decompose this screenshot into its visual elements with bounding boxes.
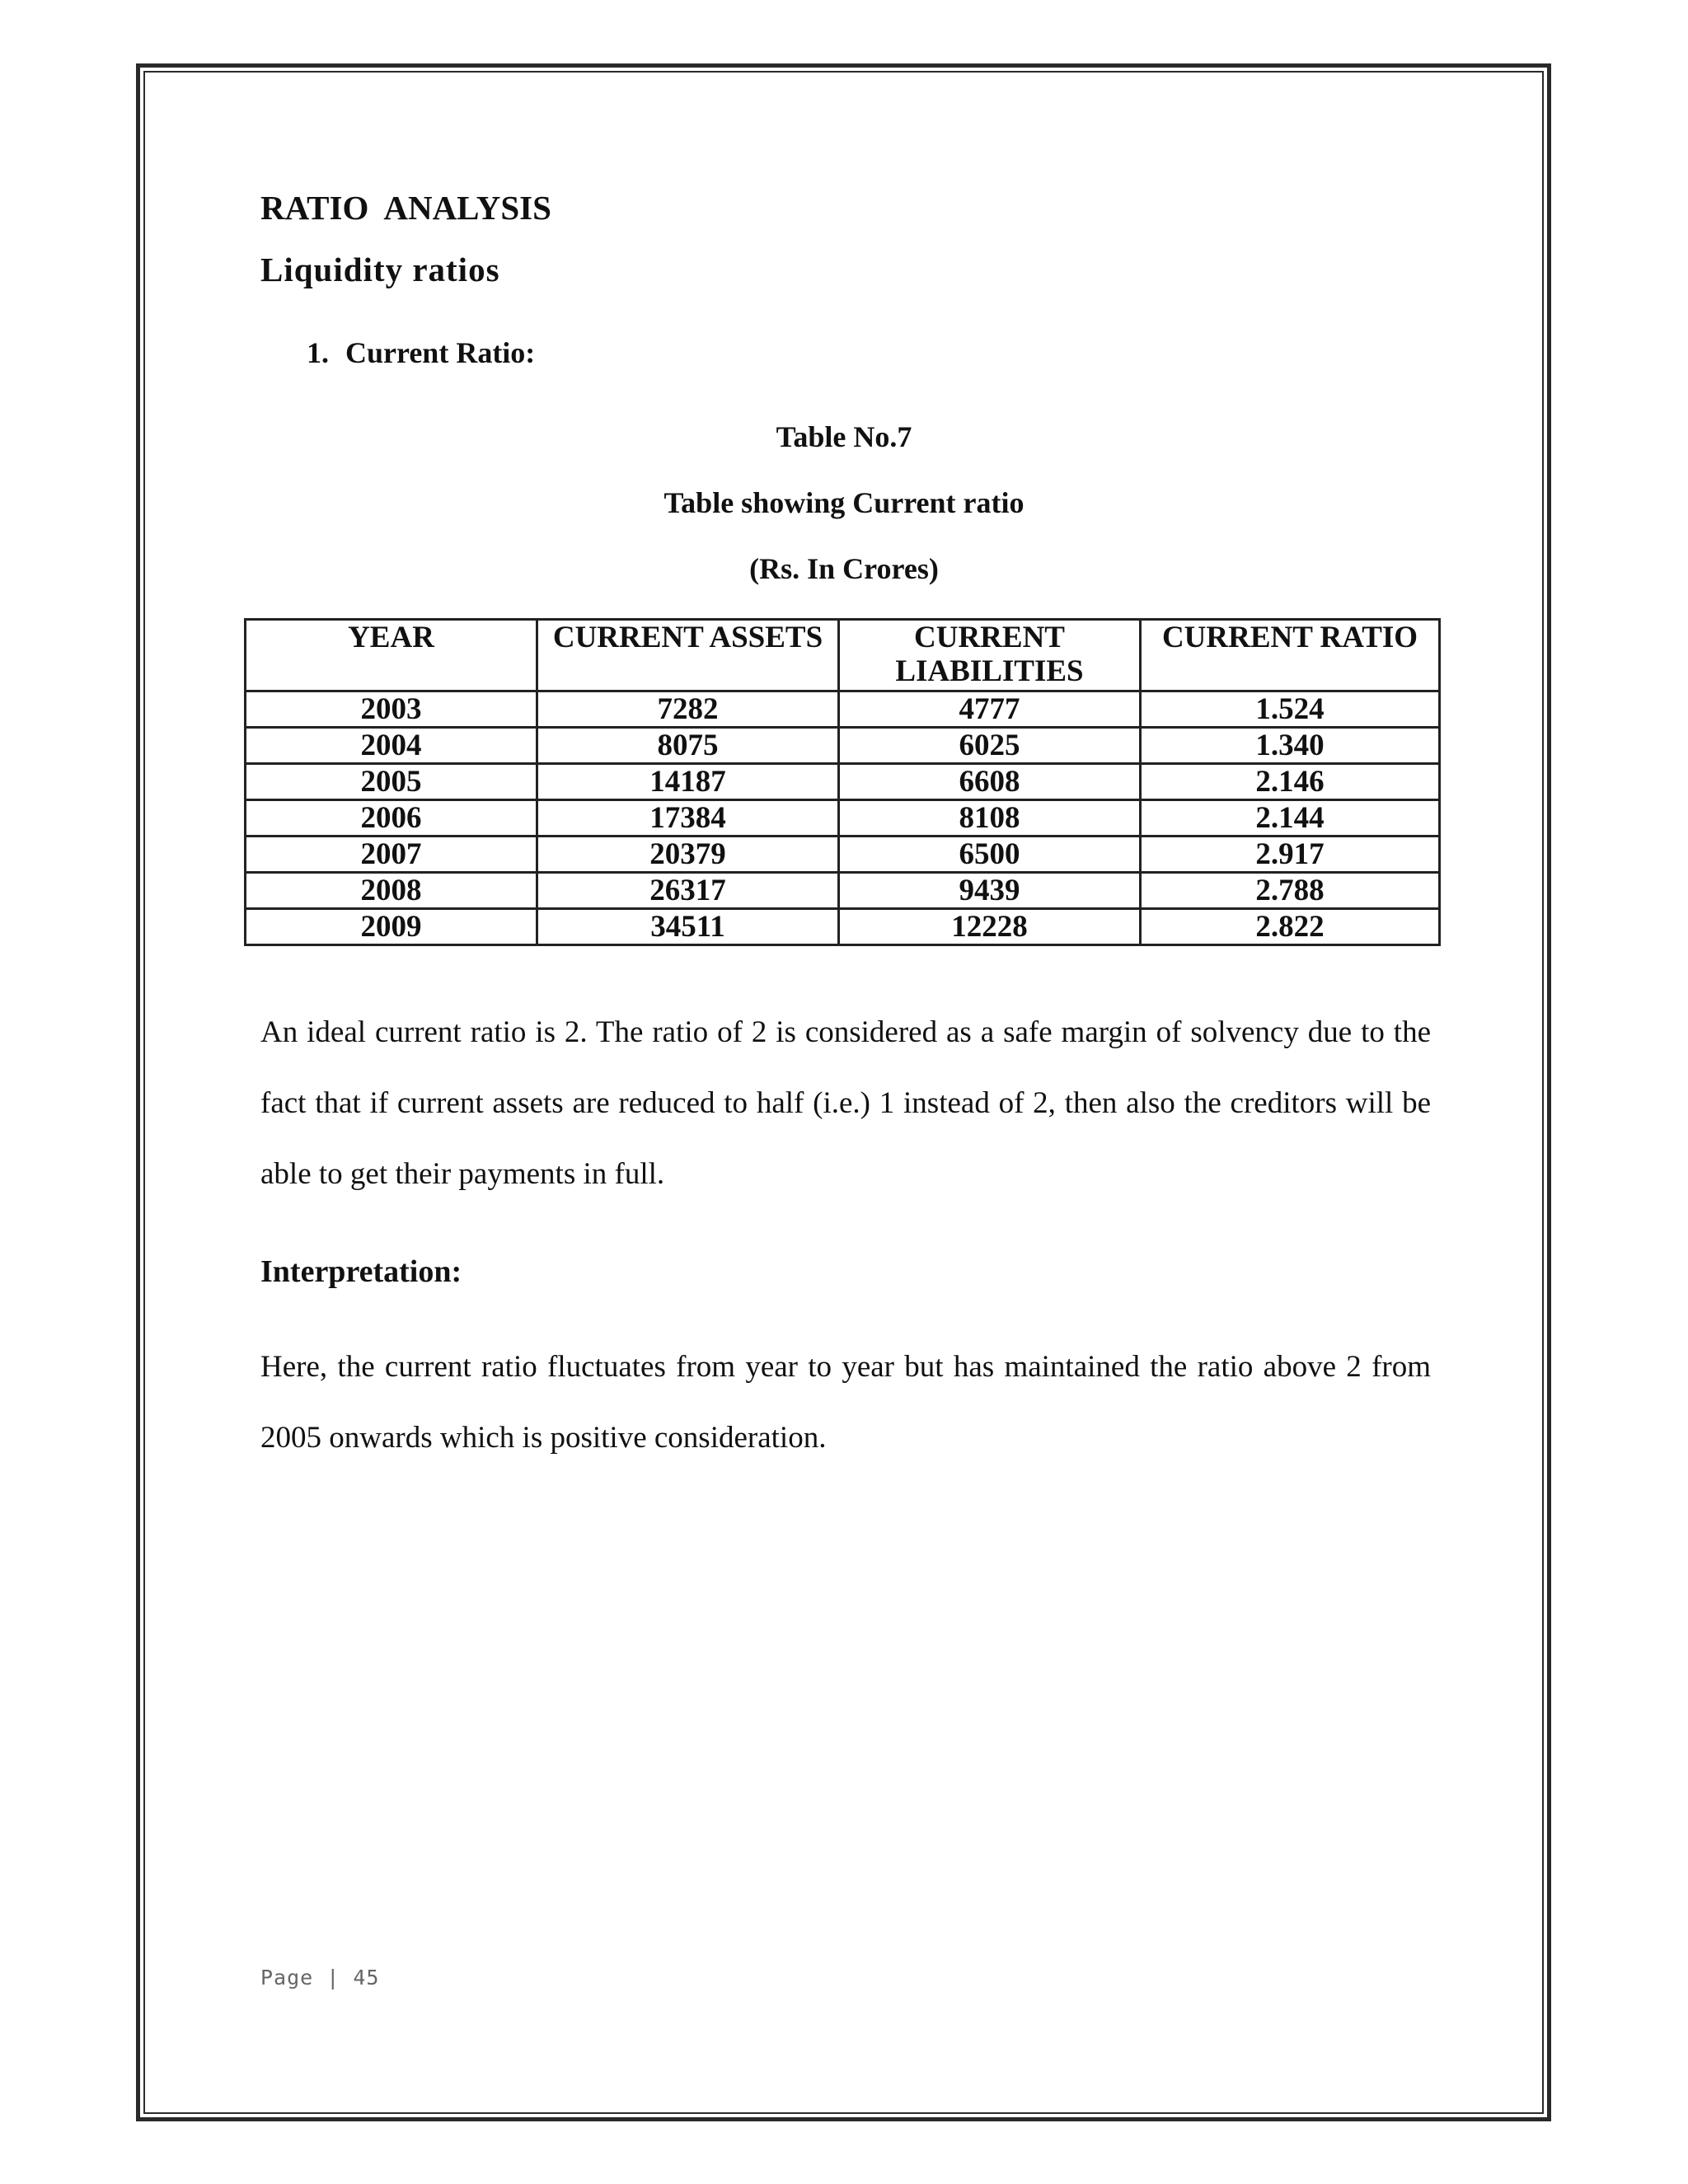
table-number: Table No.7 — [776, 420, 912, 453]
cell-current-ratio: 2.144 — [1141, 800, 1440, 837]
subsection-title: Current Ratio: — [345, 336, 536, 369]
table-row — [246, 837, 1440, 873]
cell-current-liabilities: 6500 — [839, 837, 1141, 873]
table-caption: Table showing Current ratio — [663, 486, 1025, 519]
cell-year: 2003 — [246, 691, 537, 728]
cell-current-assets: 8075 — [537, 728, 839, 764]
cell-current-ratio: 2.822 — [1141, 909, 1440, 945]
cell-current-liabilities: 4777 — [839, 691, 1141, 728]
cell-year: 2005 — [246, 764, 537, 800]
interpretation-heading: Interpretation: — [260, 1254, 462, 1289]
table-header-row — [246, 620, 1440, 691]
page-number: Page | 45 — [260, 1966, 380, 1990]
cell-current-liabilities: 6025 — [839, 728, 1141, 764]
column-header-current-ratio: CURRENT RATIO — [1141, 620, 1440, 691]
cell-current-liabilities: 6608 — [839, 764, 1141, 800]
subsection-heading — [307, 335, 535, 370]
cell-current-ratio: 2.788 — [1141, 873, 1440, 909]
column-header-current-liabilities: CURRENT LIABILITIES — [839, 620, 1141, 691]
cell-current-assets: 14187 — [537, 764, 839, 800]
cell-current-liabilities: 8108 — [839, 800, 1141, 837]
cell-current-assets: 20379 — [537, 837, 839, 873]
table-row — [246, 909, 1440, 945]
table-unit: (Rs. In Crores) — [749, 552, 939, 585]
cell-year: 2008 — [246, 873, 537, 909]
interpretation-paragraph: Here, the current ratio fluctuates from year to year but has maintained the ratio above 2 from 2005 onwards which is positive consideration. — [260, 1350, 1431, 1455]
cell-current-assets: 7282 — [537, 691, 839, 728]
current-ratio-table — [244, 618, 1441, 946]
cell-current-ratio: 2.917 — [1141, 837, 1440, 873]
cell-current-liabilities: 12228 — [839, 909, 1141, 945]
cell-current-assets: 34511 — [537, 909, 839, 945]
cell-current-ratio: 1.340 — [1141, 728, 1440, 764]
page-title: RATIO ANALYSIS — [260, 189, 551, 227]
cell-current-ratio: 1.524 — [1141, 691, 1440, 728]
table-row — [246, 691, 1440, 728]
section-heading: Liquidity ratios — [260, 251, 500, 288]
table-row — [246, 728, 1440, 764]
cell-year: 2004 — [246, 728, 537, 764]
cell-current-assets: 26317 — [537, 873, 839, 909]
column-header-year: YEAR — [246, 620, 537, 691]
table-row — [246, 764, 1440, 800]
table-row — [246, 800, 1440, 837]
cell-current-ratio: 2.146 — [1141, 764, 1440, 800]
table-row — [246, 873, 1440, 909]
cell-year: 2007 — [246, 837, 537, 873]
cell-year: 2006 — [246, 800, 537, 837]
cell-year: 2009 — [246, 909, 537, 945]
subsection-number: 1. — [307, 336, 329, 369]
explanation-paragraph: An ideal current ratio is 2. The ratio of 2 is considered as a safe margin of solvency due to the fact that if current assets are reduced to half (i.e.) 1 instead of 2, then also the creditors will be able to get their payments in full. — [260, 1015, 1431, 1191]
cell-current-assets: 17384 — [537, 800, 839, 837]
column-header-current-assets: CURRENT ASSETS — [537, 620, 839, 691]
cell-current-liabilities: 9439 — [839, 873, 1141, 909]
